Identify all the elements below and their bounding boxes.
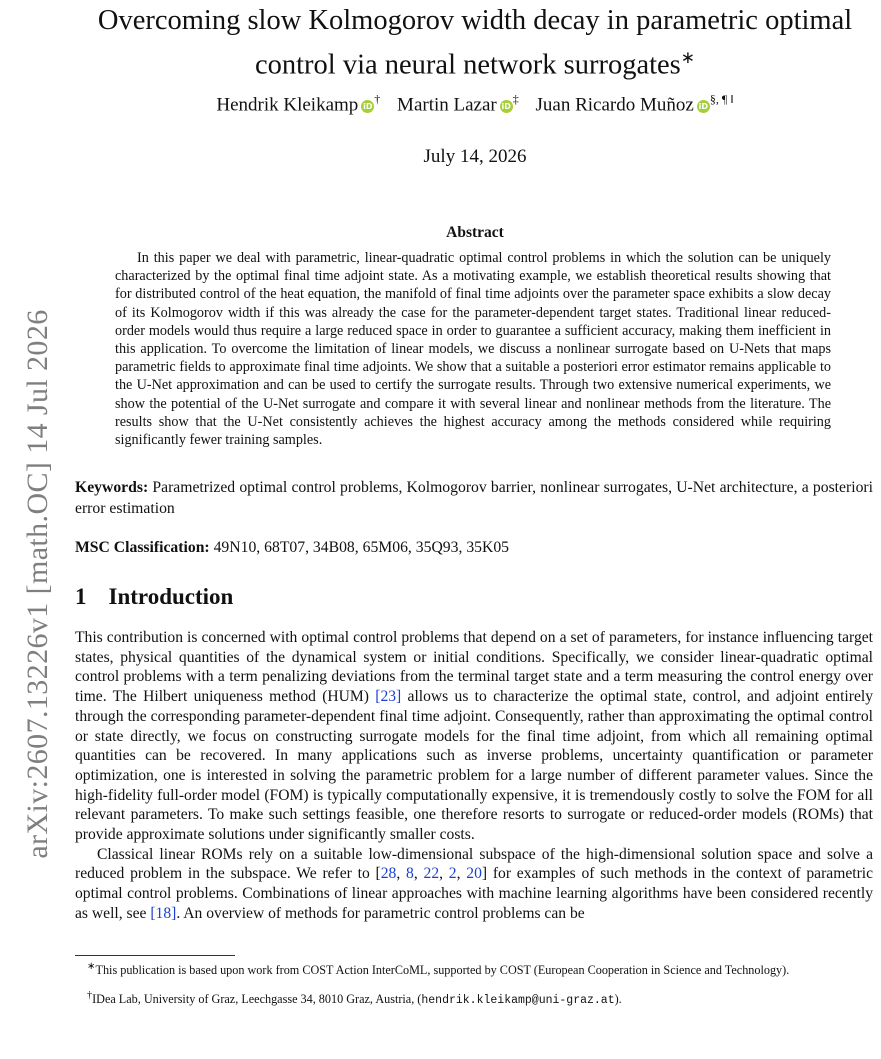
keywords (75, 477, 873, 519)
paper-date: July 14, 2026 (423, 146, 527, 167)
section-number: 1 (75, 584, 87, 609)
arxiv-side-stamp: arXiv:2607.13226v1 [math.OC] 14 Jul 2026 (21, 309, 54, 859)
citation-link[interactable]: [23] (375, 688, 402, 706)
citation-link[interactable]: 28 (380, 865, 397, 883)
paper-title (85, 2, 865, 84)
author-3 (536, 92, 734, 116)
citation-separator: , (413, 865, 424, 883)
msc-classification (75, 537, 873, 558)
paragraph-2 (75, 845, 873, 924)
author-affil-mark: §, ¶ ‖ (709, 92, 734, 106)
section-title: Introduction (108, 584, 234, 609)
citation-link[interactable]: 8 (406, 865, 414, 883)
title-footnote-mark: ∗ (680, 48, 696, 67)
citation-link[interactable]: 2 (448, 865, 457, 883)
section-heading (75, 584, 233, 610)
author-affil-mark: † (374, 92, 381, 106)
email-link[interactable]: hendrik.kleikamp@uni-graz.at (421, 994, 615, 1008)
author-name: Martin Lazar (397, 94, 497, 116)
author-name: Juan Ricardo Muñoz (535, 94, 694, 116)
orcid-icon[interactable]: iD (501, 102, 511, 112)
footnote-2 (75, 989, 873, 1009)
abstract-text: In this paper we deal with parametric, linear-quadratic optimal control problems in which the solution can be uniquely characterized by the optimal final time adjoint state. As a motivating example, we establish theoretical results showing that for distributed control of the heat equation, the manifold of final time adjoints over the parameter space exhibits a slow decay of its Kolmogorov width if this was already the case for the parameter-dependent target states. Traditional linear reduced-order models would thus require a large reduced space in order to guarantee a sufficient accuracy, making them inefficient in this application. To overcome the limitation of linear models, we discuss a nonlinear surrogate based on U-Nets that maps parametric fields to approximate final time adjoints. We show that a suitable a posteriori error estimator remains applicable to the U-Net approximation and can be used to certify the surrogate results. Through two extensive numerical experiments, we show the potential of the U-Net surrogate and compare it with several linear and nonlinear methods from the literature. The results show that the U-Net consistently achieves the highest accuracy among the methods considered while requiring significantly fewer training samples. (115, 250, 831, 449)
paragraph-text: Classical linear ROMs rely on a suitable low-dimensional subspace of the high-dimensional solution space and solve a reduced problem in the subspace. We refer to [ (75, 845, 873, 883)
author-affil-mark: ‡ (512, 92, 519, 106)
author-list (85, 92, 865, 116)
paragraph-text: . An overview of methods for parametric control problems can be (176, 904, 585, 922)
footnote-text: IDea Lab, University of Graz, Leechgasse 34, 8010 Graz, Austria, ( (92, 992, 422, 1007)
keywords-text: Parametrized optimal control problems, Kolmogorov barrier, nonlinear surrogates, U-Net architecture, a posteriori error estimation (75, 479, 874, 517)
abstract-heading: Abstract (446, 224, 504, 241)
keywords-label: Keywords: (75, 479, 149, 496)
msc-label: MSC Classification: (75, 539, 210, 556)
orcid-icon[interactable]: iD (698, 102, 708, 112)
author-name: Hendrik Kleikamp (216, 94, 359, 116)
footnote-rule (75, 955, 235, 956)
citation-link[interactable]: 20 (466, 865, 482, 883)
title-line-1: Overcoming slow Kolmogorov width decay in parametric optimal (97, 5, 853, 36)
citation-link[interactable]: [18] (150, 904, 177, 922)
paragraph-text: This contribution is concerned with optimal control problems that depend on a set of parameters, for instance influencing target states, physical quantities of the dynamical system or initial conditions. Specifically, we consider linear-quadratic optimal control problems with a term penalizing deviations from the terminal target state and a term measuring the control energy over time. The Hilbert uniqueness method (HUM) (75, 629, 873, 706)
footnote-text: This publication is based upon work from COST Action InterCoML, supported by COST (European Cooperation in Science and Technology). (95, 963, 790, 978)
msc-codes: 49N10, 68T07, 34B08, 65M06, 35Q93, 35K05 (213, 539, 510, 556)
citation-link[interactable]: 22 (423, 865, 440, 883)
author-1 (216, 92, 380, 116)
title-line-2-text: control via neural network surrogates (254, 49, 681, 81)
footnote-mark: † (87, 990, 93, 1001)
footnote-text: ). (614, 992, 622, 1007)
author-2 (397, 92, 519, 116)
orcid-icon[interactable]: iD (363, 102, 373, 112)
paragraph-1 (75, 628, 873, 845)
citation-separator: , (396, 865, 407, 883)
footnote-1 (75, 960, 873, 978)
title-line-2 (85, 39, 865, 84)
citation-separator: , (439, 865, 449, 883)
intro-body (75, 628, 873, 924)
paragraph-text: allows us to characterize the optimal state, control, and adjoint entirely through the corresponding parameter-dependent final time adjoint. Consequently, rather than approximating the optimal control or state directly, we focus on constructing surrogate models for the final time adjoint, from which all remaining optimal quantities can be recovered. In many applications such as inverse problems, uncertainty quantification or parameter optimization, one is interested in solving the parametric problem for a large number of different parameter values. Since the high-fidelity full-order model (FOM) is typically computationally expensive, it is tremendously costly to solve the FOM for all relevant parameters. To make such settings feasible, one therefore resorts to surrogate or reduced-order models (ROMs) that provide approximate solutions under significantly smaller costs. (75, 688, 873, 844)
paragraph-text: ] for examples of such methods in the context of parametric optimal control problems. Combinations of linear approaches with machine learning algorithms have been considered recently as well, see (75, 865, 874, 922)
citation-separator: , (456, 865, 467, 883)
footnote-mark: ∗ (87, 961, 96, 972)
